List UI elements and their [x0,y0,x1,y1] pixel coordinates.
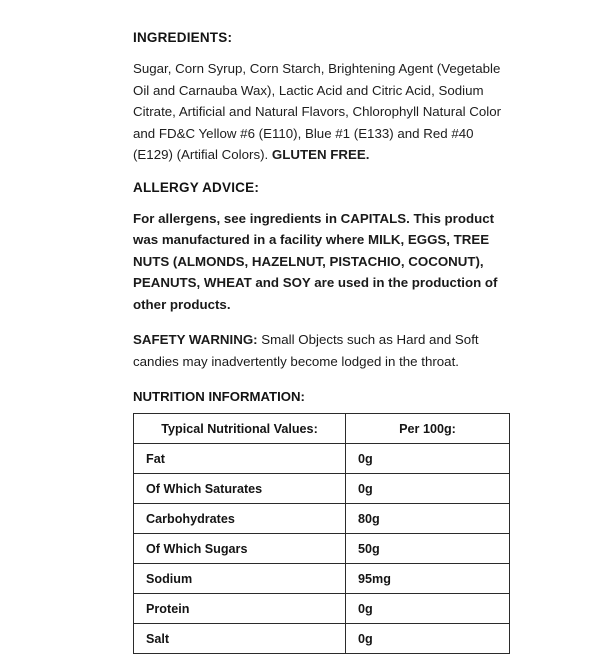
nutrient-value: 0g [346,594,510,624]
nutrient-label: Sodium [134,564,346,594]
nutrient-label: Fat [134,444,346,474]
nutrient-label: Carbohydrates [134,504,346,534]
column-header-per100g: Per 100g: [346,414,510,444]
table-row [134,564,510,594]
safety-warning-label: SAFETY WARNING: [133,332,258,348]
table-row [134,444,510,474]
table-row [134,594,510,624]
nutrient-label: Salt [134,624,346,654]
nutrient-label: Of Which Sugars [134,534,346,564]
table-row [134,504,510,534]
nutrient-value: 0g [346,444,510,474]
ingredients-heading: INGREDIENTS: [133,30,233,45]
nutrient-value: 95mg [346,564,510,594]
table-row [134,534,510,564]
nutrition-table [133,413,510,654]
safety-warning-body: Small Objects such as Hard and Soft candies may inadvertently become lodged in the throat. [133,332,479,369]
ingredients-body: Sugar, Corn Syrup, Corn Starch, Brightening Agent (Vegetable Oil and Carnauba Wax), Lactic Acid and Citric Acid, Sodium Citrate, Artificial and Natural Flavors, Chlorophyll Natural Color and FD&C Yellow #6 (E110), Blue #1 (E133) and Red #40 (E129) (Artifial Colors). [133,61,502,163]
nutrient-value: 0g [346,474,510,504]
nutrient-value: 50g [346,534,510,564]
ingredients-text [133,58,510,166]
nutrient-value: 80g [346,504,510,534]
nutrient-label: Of Which Saturates [134,474,346,504]
table-header-row [134,414,510,444]
column-header-values: Typical Nutritional Values: [134,414,346,444]
allergy-advice-text: For allergens, see ingredients in CAPITALS. This product was manufactured in a facility where MILK, EGGS, TREE NUTS (ALMONDS, HAZELNUT, PISTACHIO, COCONUT), PEANUTS, WHEAT and SOY are used in the production of other products. [133,210,498,312]
nutrient-value: 0g [346,624,510,654]
gluten-free-note: GLUTEN FREE. [271,147,370,163]
nutrient-label: Protein [134,594,346,624]
safety-warning-text [133,329,508,372]
nutrition-information-heading: NUTRITION INFORMATION: [133,389,305,405]
table-row [134,474,510,504]
table-row [134,624,510,654]
allergy-advice-heading: ALLERGY ADVICE: [133,179,260,195]
